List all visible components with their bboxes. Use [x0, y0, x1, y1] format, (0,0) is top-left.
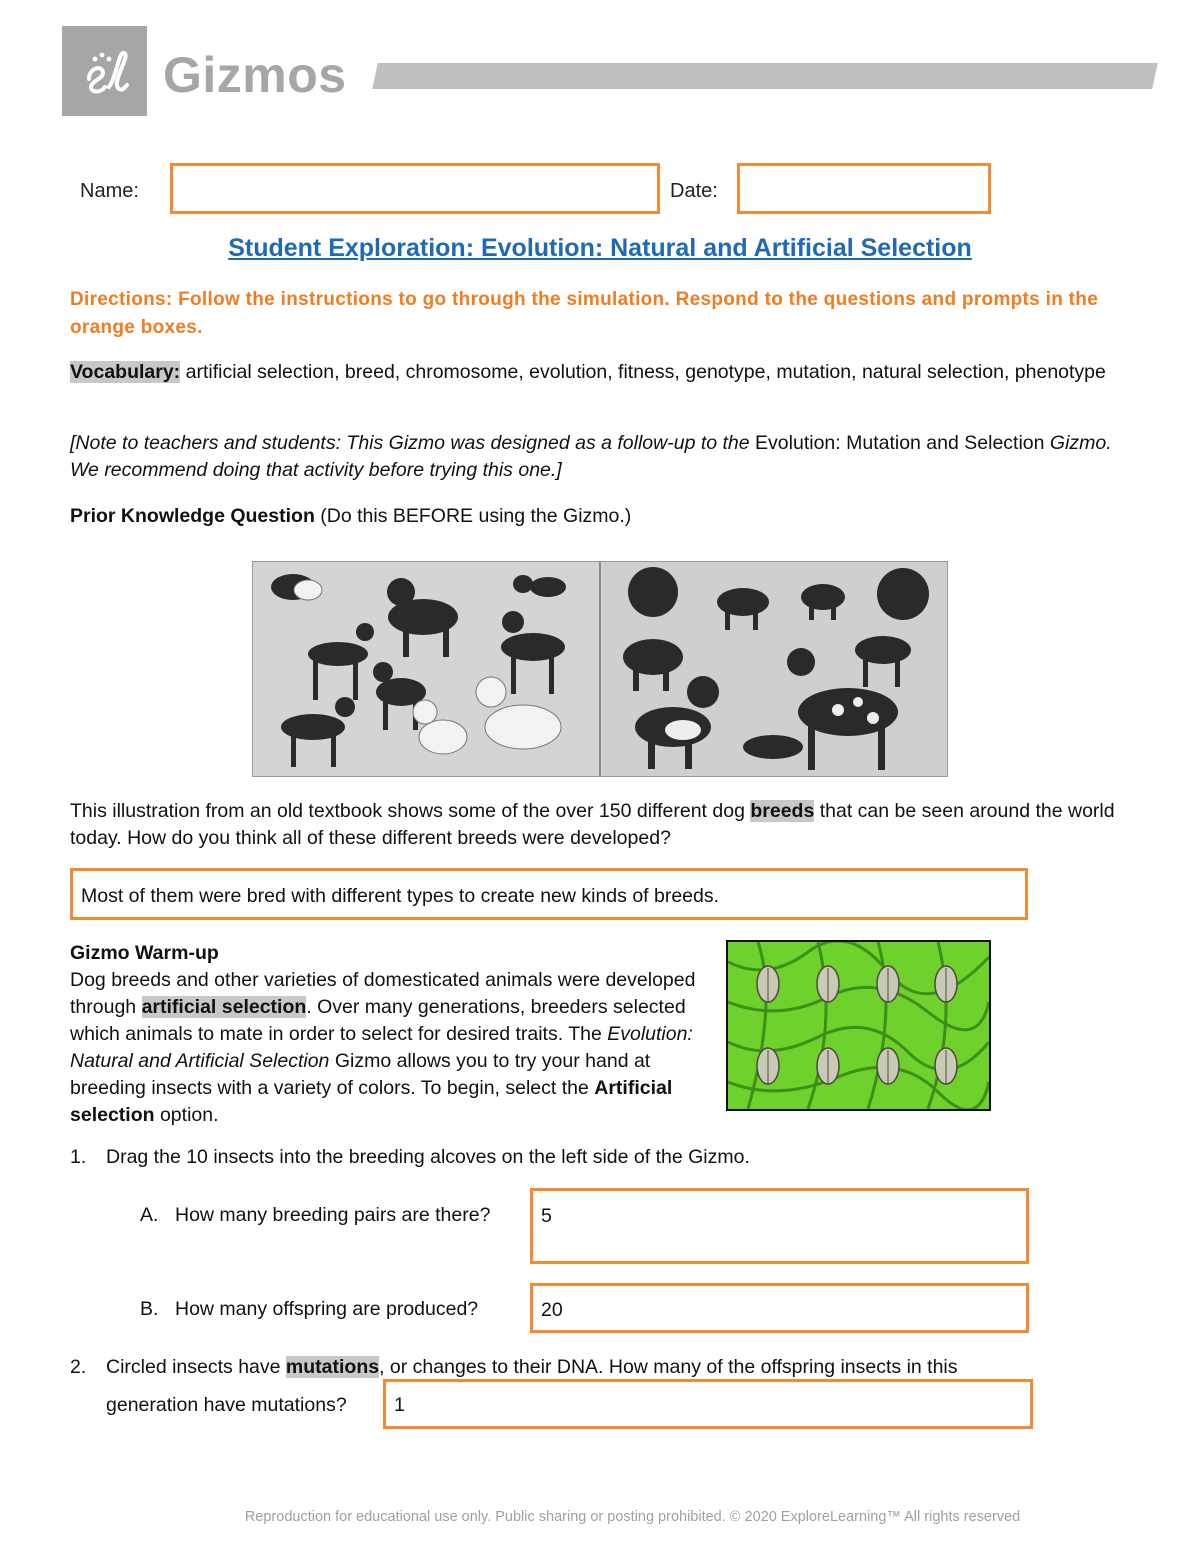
pk-highlight: breeds [750, 800, 815, 822]
answer-a-box[interactable] [530, 1188, 1029, 1264]
date-label: Date: [670, 180, 718, 202]
warmup-t4: option. [154, 1104, 219, 1126]
warmup-h1: artificial selection [141, 996, 307, 1018]
answer-2-box[interactable] [383, 1379, 1033, 1429]
warmup-t3: Gizmo allows you to try your hand at breeding insects with a variety of colors. To begin, select the [70, 1050, 651, 1099]
vocabulary-label: Vocabulary: [70, 361, 181, 383]
explorelearning-el-icon [62, 26, 147, 116]
answer-b-value: 20 [541, 1299, 563, 1321]
header-bar [372, 63, 1158, 89]
vocabulary [70, 359, 1130, 386]
answer-b-box[interactable] [530, 1283, 1029, 1333]
name-field[interactable] [170, 163, 660, 214]
note-gizmo-name: Evolution: Mutation and Selection [755, 432, 1045, 454]
answer-a-value: 5 [541, 1205, 552, 1227]
warmup-text [70, 967, 715, 1129]
note-part2: Gizmo. We recommend doing that activity before trying this one.] [70, 432, 1112, 481]
insects-on-leaves-image [726, 940, 991, 1111]
page-title: Student Exploration: Evolution: Natural and Artificial Selection [228, 234, 972, 262]
prior-knowledge-title: Prior Knowledge Question [70, 505, 315, 527]
question-a-text: How many breeding pairs are there? [175, 1204, 491, 1226]
footer-copyright: Reproduction for educational use only. Public sharing or posting prohibited. © 2020 ExploreLearning™ All rights reserved [244, 1509, 1021, 1525]
dog-breeds-illustration [252, 561, 948, 777]
directions-text: Directions: Follow the instructions to go through the simulation. Respond to the questions and prompts in the orange boxes. [70, 289, 1099, 338]
vocabulary-terms: artificial selection, breed, chromosome, evolution, fitness, genotype, mutation, natural selection, phenotype [180, 361, 1106, 383]
answer-2-value: 1 [394, 1394, 405, 1416]
name-label: Name: [80, 180, 139, 202]
pk-text-after: that can be seen around the world today. How do you think all of these different breeds were developed? [70, 800, 1115, 849]
warmup-b1: Artificial selection [70, 1077, 673, 1126]
warmup-t1: Dog breeds and other varieties of domesticated animals were developed through [70, 969, 696, 1018]
teacher-note [70, 430, 1130, 484]
warmup-section [70, 940, 715, 1129]
pk-text-before: This illustration from an old textbook shows some of the over 150 different dog [70, 800, 751, 822]
question-1-text: Drag the 10 insects into the breeding alcoves on the left side of the Gizmo. [106, 1146, 750, 1168]
question-b-letter: B. [140, 1298, 159, 1320]
brand-name: Gizmos [163, 47, 347, 103]
q2-highlight: mutations [285, 1356, 380, 1378]
prior-knowledge-answer: Most of them were bred with different types to create new kinds of breeds. [81, 885, 720, 907]
q2-t2: , or changes to their DNA. How many of the offspring insects in this [379, 1356, 958, 1378]
q2-t1: Circled insects have [106, 1356, 286, 1378]
question-b-text: How many offspring are produced? [175, 1298, 479, 1320]
question-2-text [106, 1354, 1086, 1381]
prior-knowledge-suffix: (Do this BEFORE using the Gizmo.) [314, 505, 632, 527]
question-1-number: 1. [70, 1146, 87, 1168]
warmup-i1: Evolution: Natural and Artificial Selection [70, 1023, 693, 1072]
prior-knowledge-question [70, 798, 1130, 852]
date-field[interactable] [737, 163, 991, 214]
question-2-line2: generation have mutations? [106, 1394, 347, 1416]
prior-knowledge-heading [70, 503, 631, 530]
warmup-heading: Gizmo Warm-up [70, 942, 219, 964]
note-part1: [Note to teachers and students: This Gizmo was designed as a follow-up to the [70, 432, 756, 454]
question-2-number: 2. [70, 1356, 87, 1378]
warmup-t2: . Over many generations, breeders selected which animals to mate in order to select for desired traits. The [70, 996, 686, 1045]
prior-knowledge-answer-box[interactable] [70, 868, 1028, 920]
question-a-letter: A. [140, 1204, 159, 1226]
